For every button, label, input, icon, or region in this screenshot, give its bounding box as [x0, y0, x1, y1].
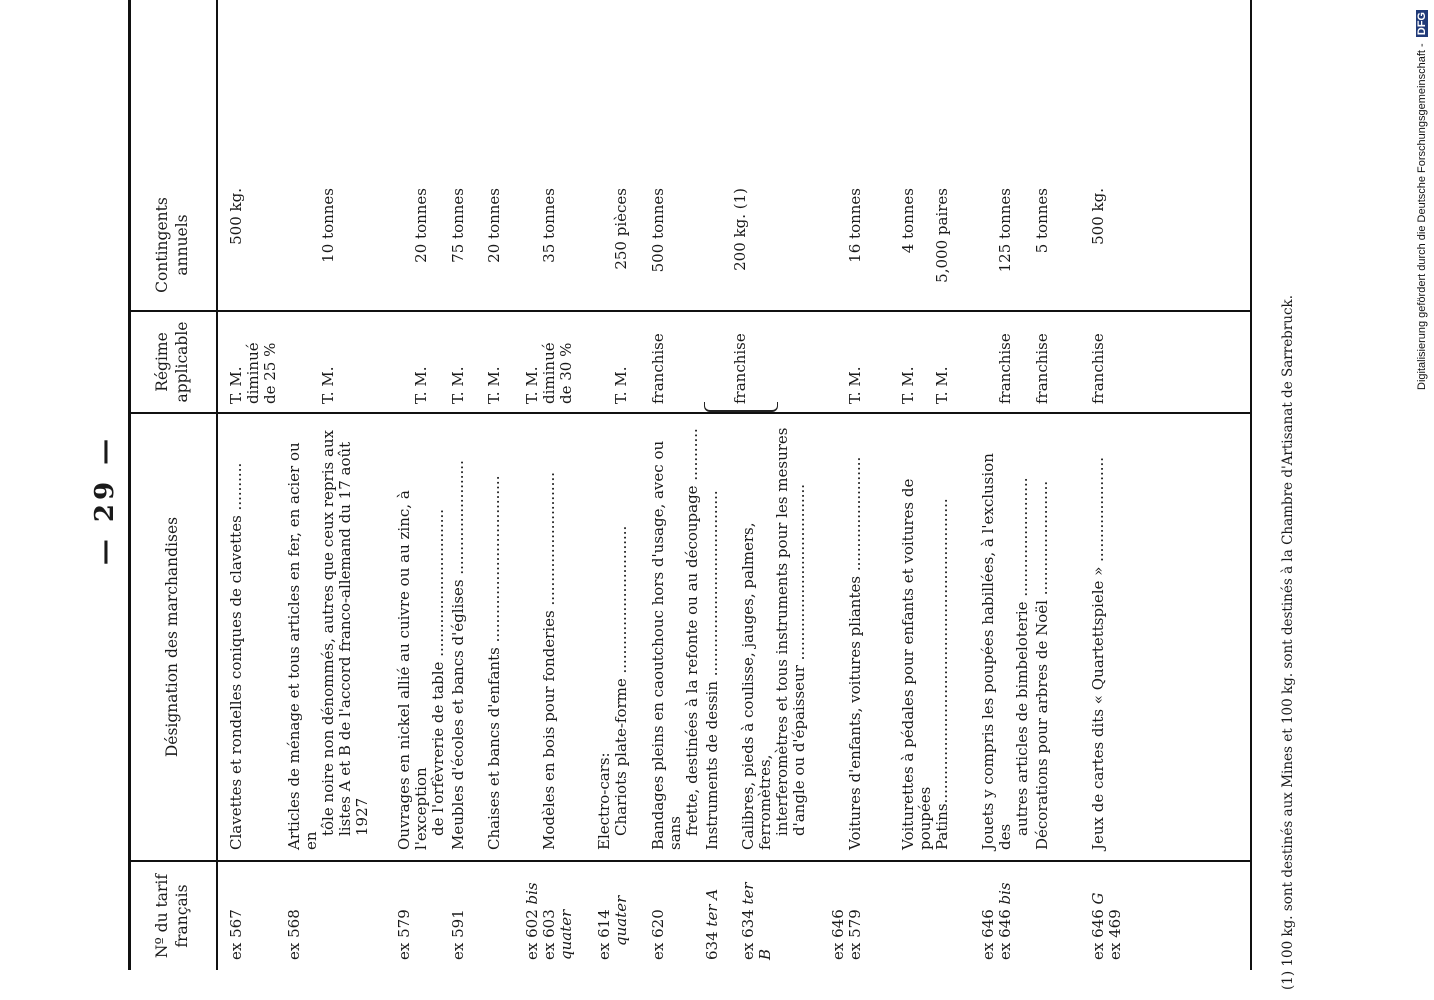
row11-code: [830, 870, 864, 960]
row3-regime: [413, 318, 430, 404]
row7-designation-line1: Electro-cars:: [595, 752, 613, 850]
header-bottom-rule: [216, 0, 218, 970]
row11-designation: [847, 424, 864, 850]
header-regime: [128, 312, 216, 412]
row6-code: [524, 870, 575, 960]
row16-code-suffix1: G: [1089, 892, 1107, 905]
row14-designation: [980, 424, 1031, 850]
row16-quota: [1090, 188, 1107, 300]
row4-code: [450, 870, 467, 960]
row6-designation: [541, 424, 558, 850]
row12-quota: [900, 188, 917, 300]
row14-regime: [997, 318, 1014, 404]
header-code-line2: français: [173, 884, 191, 948]
row10-designation-line3: d'angle ou d'épaisseur .....................................: [790, 483, 808, 836]
row3-quota: [413, 188, 430, 300]
row4-designation: [450, 424, 467, 850]
row14-quota: [997, 188, 1014, 300]
row14-quota-line: 125 tonnes: [996, 188, 1014, 273]
row9-code: [704, 870, 721, 960]
row2-designation-line1: Articles de ménage et tous articles en fer, en acier ou en: [285, 442, 320, 850]
row10-quota-line: 200 kg. (1): [731, 188, 749, 271]
row8-designation: [650, 424, 701, 850]
header-quota-line2: annuels: [173, 214, 191, 276]
row7-regime: [613, 318, 630, 404]
row15-designation-line: Décorations pour arbres de Noël ........................: [1033, 480, 1051, 850]
row3-quota-line: 20 tonnes: [412, 188, 430, 263]
row8-designation-line2: frette, destinées à la refonte ou au découpage ...........: [683, 428, 701, 836]
row13-quota: [934, 188, 951, 300]
row9-code-prefix: 634: [703, 931, 721, 960]
row10-quota: [732, 188, 749, 300]
row2-code: [286, 870, 303, 960]
row3-regime-line: T. M.: [412, 366, 430, 404]
row10-designation: [740, 424, 808, 850]
row6-quota-line: 35 tonnes: [540, 188, 558, 263]
footnote: (1) 100 kg. sont destinés aux Mines et 100 kg. sont destinés à la Chambre d'Artisanat de Sarrebruck.: [1280, 295, 1296, 990]
row16-regime: [1090, 318, 1107, 404]
row12-designation-line: Voiturettes à pédales pour enfants et voitures de poupées: [899, 478, 934, 850]
row5-regime-line: T. M.: [485, 366, 503, 404]
row7-code-line1: ex 614: [595, 909, 613, 960]
row15-quota: [1034, 188, 1051, 300]
row8-designation-line1: Bandages pleins en caoutchouc hors d'usage, avec ou sans: [649, 440, 684, 850]
row13-designation: [934, 424, 951, 850]
row7-regime-line: T. M.: [612, 366, 630, 404]
row8-regime: [650, 318, 667, 404]
row11-designation-line: Voitures d'enfants, voitures pliantes ........................: [846, 456, 864, 850]
row14-code-line1: ex 646: [979, 909, 997, 960]
row2-designation-line2: tôle noire non dénommés, autres que ceux repris aux: [319, 429, 337, 836]
column-divider-2: [128, 412, 1250, 414]
row15-regime: [1034, 318, 1051, 404]
row6-quota: [541, 188, 558, 300]
row3-designation-line1: Ouvrages en nickel allié au cuivre ou au zinc, à l'exception: [395, 490, 430, 850]
row8-regime-line: franchise: [649, 333, 667, 404]
row6-code-line1: [524, 870, 541, 960]
row11-regime: [847, 318, 864, 404]
row16-code-prefix1: ex 646: [1089, 909, 1107, 960]
header-quota: [128, 180, 216, 310]
row2-regime-line: T. M.: [319, 366, 337, 404]
row14-designation-line1: Jouets y compris les poupées habillées, à l'exclusion des: [979, 453, 1014, 850]
row1-regime-line2: de 25 %: [261, 342, 279, 404]
header-designation-line1: Désignation des marchandises: [163, 516, 181, 758]
row11-code-line1: ex 646: [829, 909, 847, 960]
row1-designation: [228, 424, 245, 850]
row5-regime: [486, 318, 503, 404]
row6-code-prefix2: ex 603: [540, 909, 558, 960]
row6-designation-line: Modèles en bois pour fonderies ............................: [540, 472, 558, 850]
row7-code: [596, 870, 630, 960]
row14-designation-line2: autres articles de bimbeloterie .........................: [1013, 477, 1031, 836]
row2-designation-line3: listes A et B de l'accord franco-allemand du 17 août 1927: [336, 441, 371, 836]
row7-designation-line2: Chariots plate-forme ...............................: [612, 525, 630, 836]
row15-designation: [1034, 424, 1051, 850]
row12-regime: [900, 318, 917, 404]
row12-designation: [900, 424, 934, 850]
row8-quota: [650, 188, 667, 300]
row4-designation-line: Meubles d'écoles et bancs d'églises ........................: [449, 460, 467, 850]
row6-code-prefix1: ex 602: [523, 909, 541, 960]
row7-designation: [596, 424, 630, 850]
row6-regime: [524, 318, 575, 404]
row4-regime-line: T. M.: [449, 366, 467, 404]
row10-designation-line1: Calibres, pieds à coulisse, jauges, palmers, ferromètres,: [739, 522, 774, 850]
header-code: [128, 862, 216, 970]
row8-code: [650, 870, 667, 960]
row16-code: [1090, 870, 1124, 960]
page-number: — 29 —: [90, 434, 120, 566]
row2-quota-line: 10 tonnes: [319, 188, 337, 263]
row9-designation: [704, 424, 721, 850]
row10-code: [740, 870, 774, 960]
row4-quota-line: 75 tonnes: [449, 188, 467, 263]
header-designation: [128, 414, 216, 860]
row6-regime-line2: de 30 %: [557, 342, 575, 404]
row16-designation-line: Jeux de cartes dits « Quartettspiele » ......................: [1089, 456, 1107, 850]
header-regime-line2: applicable: [173, 321, 191, 403]
row3-designation-line2: de l'orfèvrerie de table ...............................: [429, 508, 447, 836]
row10-regime: [732, 318, 749, 404]
row10-regime-line: franchise: [731, 333, 749, 404]
table-bottom-rule: [1250, 0, 1252, 970]
row10-code-suffix: ter B: [739, 882, 774, 960]
row11-quota-line: 16 tonnes: [846, 188, 864, 263]
row14-code: [980, 870, 1014, 960]
row2-quota: [320, 188, 337, 300]
row13-designation-line: Patins................................................................: [933, 498, 951, 850]
row6-code-line2: [541, 870, 575, 960]
row1-code: [228, 870, 245, 960]
row3-code: [396, 870, 413, 960]
row2-designation: [286, 424, 371, 850]
row6-regime-line1: T. M. diminué: [523, 342, 558, 404]
dfg-logo: DFG: [1416, 12, 1428, 36]
row4-quota: [450, 188, 467, 300]
row11-quota: [847, 188, 864, 300]
row1-regime-line1: T. M. diminué: [227, 342, 262, 404]
row8-quota-line: 500 tonnes: [649, 188, 667, 273]
row1-quota: [228, 188, 245, 300]
row1-regime: [228, 318, 279, 404]
row5-designation-line: Chaises et bancs d'enfants ...................................: [485, 475, 503, 850]
row14-code-prefix2: ex 646: [996, 909, 1014, 960]
header-regime-line1: Régime: [153, 332, 171, 392]
row2-regime: [320, 318, 337, 404]
header-quota-line1: Contingents: [153, 197, 171, 293]
row6-code-suffix1: bis: [523, 882, 541, 905]
row6-code-suffix2: quater: [557, 909, 575, 960]
row3-code-line: ex 579: [395, 909, 413, 960]
row14-regime-line: franchise: [996, 333, 1014, 404]
row1-designation-line: Clavettes et rondelles coniques de clavettes ..........: [227, 462, 245, 850]
row10-designation-line2: interferomètres et tous instruments pour les mesures: [773, 427, 791, 836]
row16-code-line2: ex 469: [1106, 909, 1124, 960]
row12-regime-line: T. M.: [899, 366, 917, 404]
row7-quota: [613, 188, 630, 300]
row11-code-line2: ex 579: [846, 909, 864, 960]
rotated-content: [90, 180, 1330, 1000]
row9-code-suffix: ter A: [703, 888, 721, 927]
row16-designation: [1090, 424, 1107, 850]
row7-code-line2: quater: [612, 895, 630, 946]
row5-quota: [486, 188, 503, 300]
row15-regime-line: franchise: [1033, 333, 1051, 404]
row3-designation: [396, 424, 447, 850]
row13-quota-line: 5,000 paires: [933, 188, 951, 283]
row15-quota-line: 5 tonnes: [1033, 188, 1051, 254]
row14-code-suffix2: bis: [996, 882, 1014, 905]
row10-code-prefix: ex 634: [739, 909, 757, 960]
row16-regime-line: franchise: [1089, 333, 1107, 404]
row16-quota-line: 500 kg.: [1089, 188, 1107, 245]
column-divider-3: [128, 310, 1250, 312]
row13-regime-line: T. M.: [933, 366, 951, 404]
row12-quota-line: 4 tonnes: [899, 188, 917, 254]
column-divider-1: [128, 860, 1250, 862]
row11-regime-line: T. M.: [846, 366, 864, 404]
row4-regime: [450, 318, 467, 404]
digitization-text: Digitalisierung gefördert durch die Deutsche Forschungsgemeinschaft -: [1416, 43, 1428, 390]
row13-regime: [934, 318, 951, 404]
row1-quota-line: 500 kg.: [227, 188, 245, 245]
row2-code-line: ex 568: [285, 909, 303, 960]
header-code-line1: Nº du tarif: [153, 873, 171, 959]
row7-quota-line: 250 pièces: [612, 188, 630, 270]
row8-code-line: ex 620: [649, 909, 667, 960]
row5-quota-line: 20 tonnes: [485, 188, 503, 263]
row9-designation-line: Instruments de dessin .......................................: [703, 490, 721, 850]
row1-code-line: ex 567: [227, 909, 245, 960]
digitization-notice: [1416, 0, 1434, 390]
row5-designation: [486, 424, 503, 850]
row4-code-line: ex 591: [449, 909, 467, 960]
